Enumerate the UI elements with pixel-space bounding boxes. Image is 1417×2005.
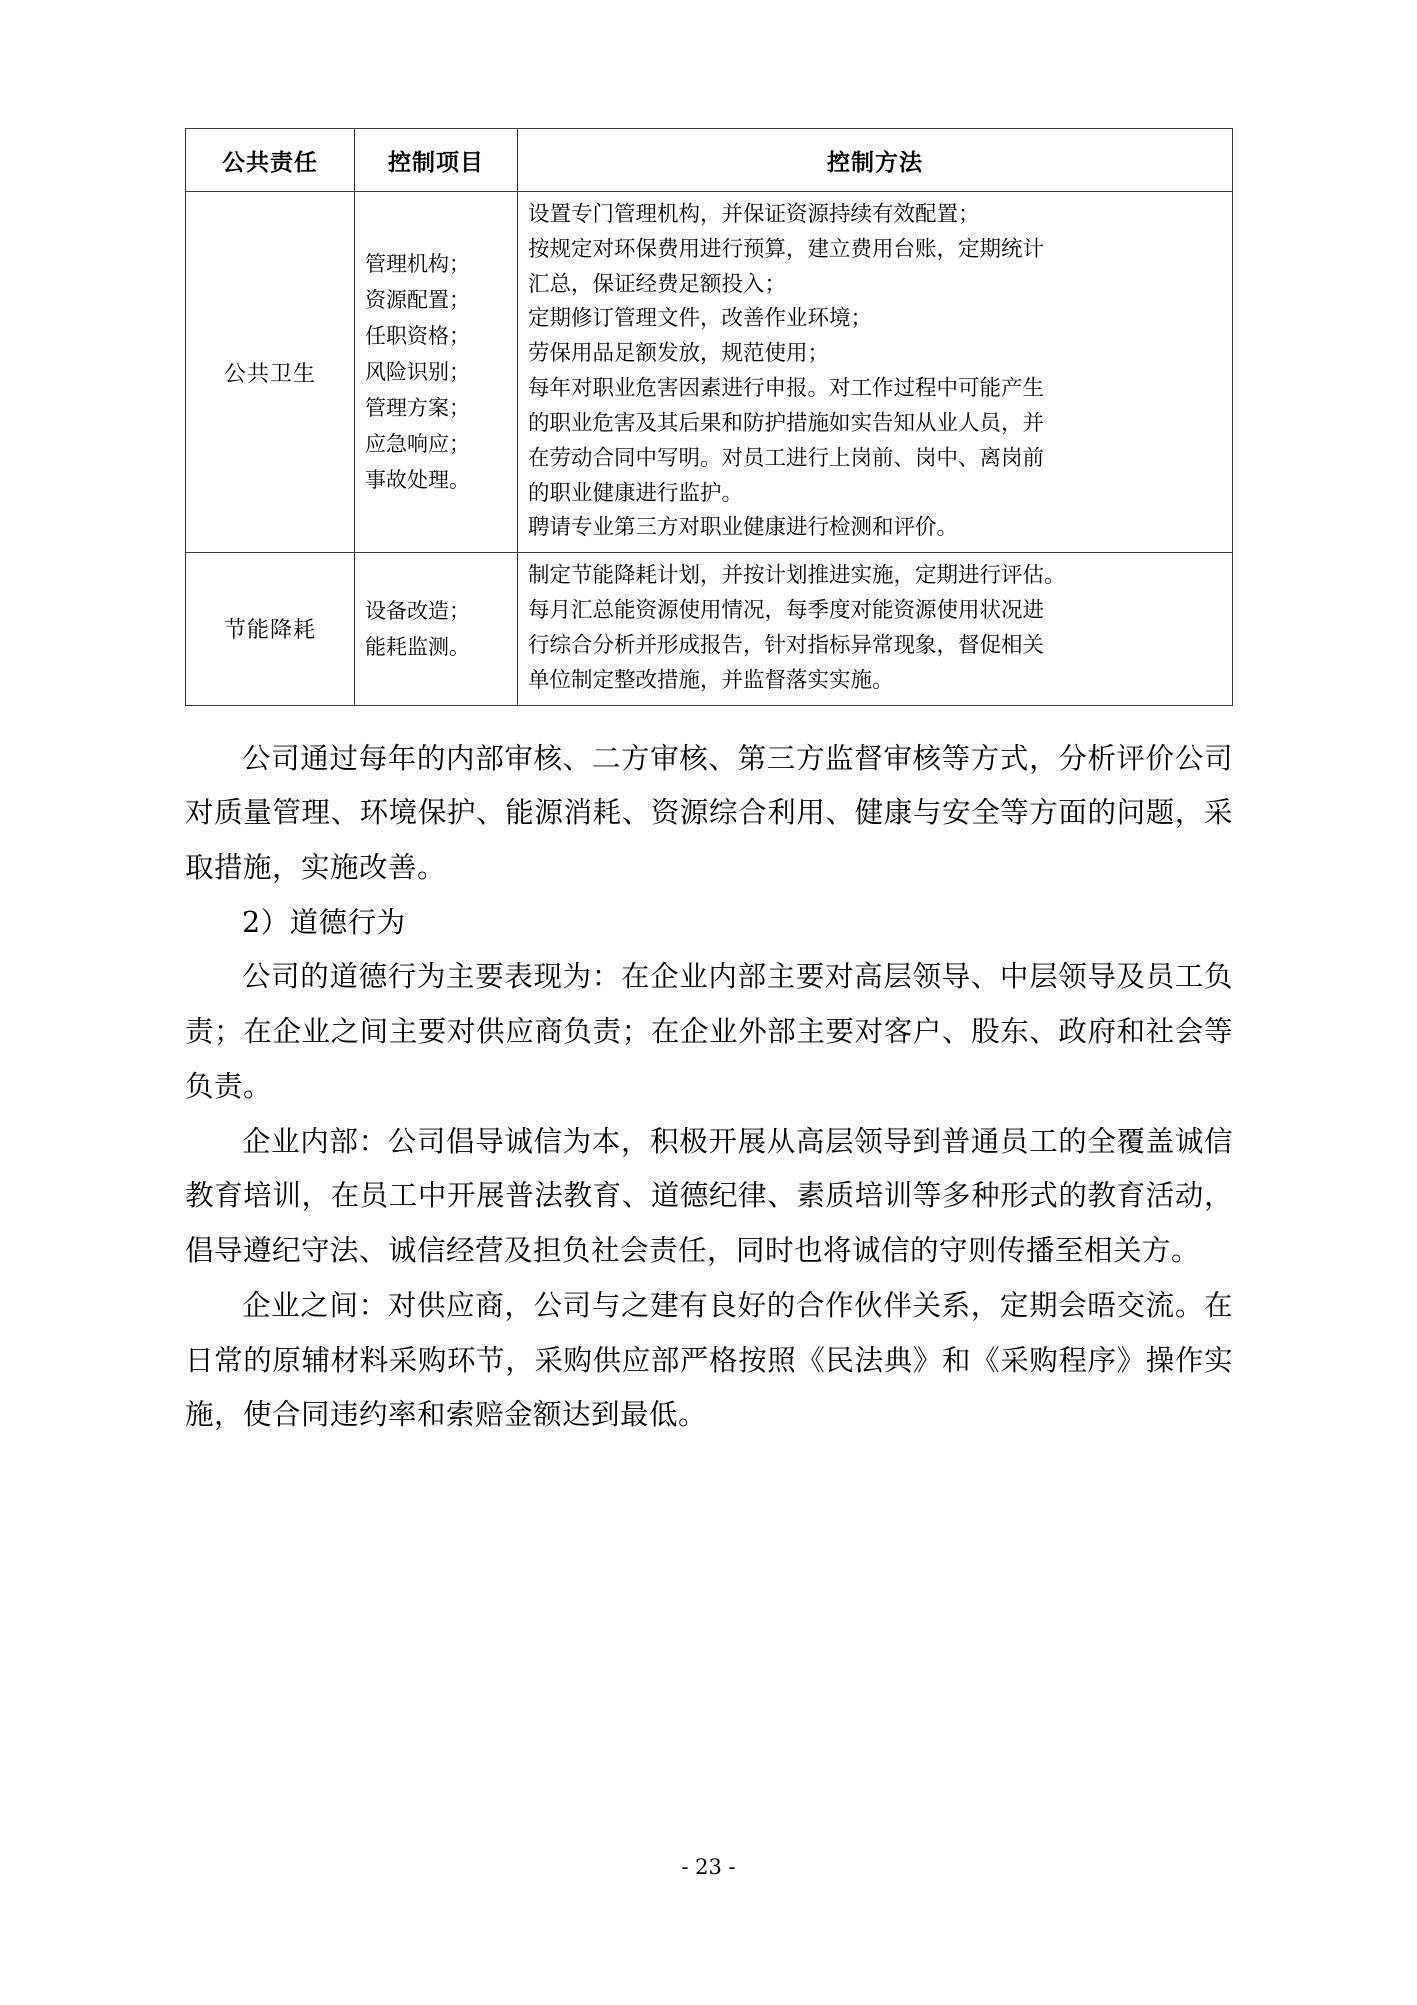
cell-responsibility: 节能降耗 <box>186 553 355 705</box>
page-footer <box>0 1855 1417 1879</box>
control-method-line: 每月汇总能资源使用情况，每季度对能资源使用状况进 <box>528 598 1045 624</box>
control-item-line: 任职资格； <box>365 323 470 348</box>
control-item-line: 管理机构； <box>365 251 470 276</box>
control-item-line: 资源配置； <box>365 287 470 312</box>
control-method-line: 按规定对环保费用进行预算，建立费用台账，定期统计 <box>528 236 1045 262</box>
body-text <box>185 732 1233 1443</box>
table-row <box>186 192 1233 553</box>
control-method-line: 在劳动合同中写明。对员工进行上岗前、岗中、离岗前 <box>528 445 1045 471</box>
control-method-line: 的职业健康进行监护。 <box>528 480 744 506</box>
cell-responsibility: 公共卫生 <box>186 192 355 553</box>
control-item-line: 风险识别； <box>365 360 470 385</box>
cell-control-items <box>355 553 518 705</box>
table-header <box>186 129 1233 192</box>
control-method-line: 劳保用品足额发放，规范使用； <box>528 341 830 367</box>
paragraph-audit-evaluation: 公司通过每年的内部审核、二方审核、第三方监督审核等方式，分析评价公司对质量管理、环境保护、能源消耗、资源综合利用、健康与安全等方面的问题，采取措施，实施改善。 <box>185 741 1233 885</box>
paragraph-ethical-behavior-overview: 公司的道德行为主要表现为：在企业内部主要对高层领导、中层领导及员工负责；在企业之间主要对供应商负责；在企业外部主要对客户、股东、政府和社会等负责。 <box>185 960 1233 1103</box>
control-method-line: 的职业危害及其后果和防护措施如实告知从业人员，并 <box>528 410 1045 436</box>
control-item-line: 能耗监测。 <box>365 634 470 659</box>
control-method-line: 定期修订管理文件，改善作业环境； <box>528 306 873 332</box>
control-item-line: 应急响应； <box>365 432 470 457</box>
control-item-line: 管理方案； <box>365 396 470 421</box>
paragraph-internal-enterprise: 企业内部：公司倡导诚信为本，积极开展从高层领导到普通员工的全覆盖诚信教育培训，在员工中开展普法教育、道德纪律、素质培训等多种形式的教育活动，倡导遵纪守法、诚信经营及担负社会责任，同时也将诚信的守则传播至相关方。 <box>185 1124 1233 1268</box>
public-responsibility-control-table <box>185 128 1233 706</box>
table-row <box>186 553 1233 705</box>
table-body <box>186 192 1233 706</box>
column-header-responsibility: 公共责任 <box>186 129 355 192</box>
control-method-line: 行综合分析并形成报告，针对指标异常现象，督促相关 <box>528 632 1045 658</box>
table-header-row <box>186 129 1233 192</box>
column-header-control-item: 控制项目 <box>355 129 518 192</box>
control-method-line: 聘请专业第三方对职业健康进行检测和评价。 <box>528 515 959 541</box>
cell-control-methods <box>518 192 1233 553</box>
control-item-line: 事故处理。 <box>365 468 470 493</box>
paragraph-between-enterprises: 企业之间：对供应商，公司与之建有良好的合作伙伴关系，定期会晤交流。在日常的原辅材料采购环节，采购供应部严格按照《民法典》和《采购程序》操作实施，使合同违约率和索赔金额达到最低。 <box>185 1288 1233 1432</box>
page-number: - 23 - <box>681 1855 736 1879</box>
page-content <box>185 128 1233 1443</box>
cell-control-methods <box>518 553 1233 705</box>
control-method-line: 汇总，保证经费足额投入； <box>528 271 787 297</box>
paragraph-section-heading-ethical-behavior: 2）道德行为 <box>242 905 406 939</box>
control-method-line: 设置专门管理机构，并保证资源持续有效配置； <box>528 202 980 227</box>
control-item-line: 设备改造； <box>365 598 470 623</box>
control-method-line: 每年对职业危害因素进行申报。对工作过程中可能产生 <box>528 376 1045 402</box>
control-method-line: 单位制定整改措施，并监督落实实施。 <box>528 667 894 693</box>
column-header-control-method: 控制方法 <box>518 129 1233 192</box>
control-method-line: 制定节能降耗计划，并按计划推进实施，定期进行评估。 <box>528 563 1066 589</box>
cell-control-items <box>355 192 518 553</box>
